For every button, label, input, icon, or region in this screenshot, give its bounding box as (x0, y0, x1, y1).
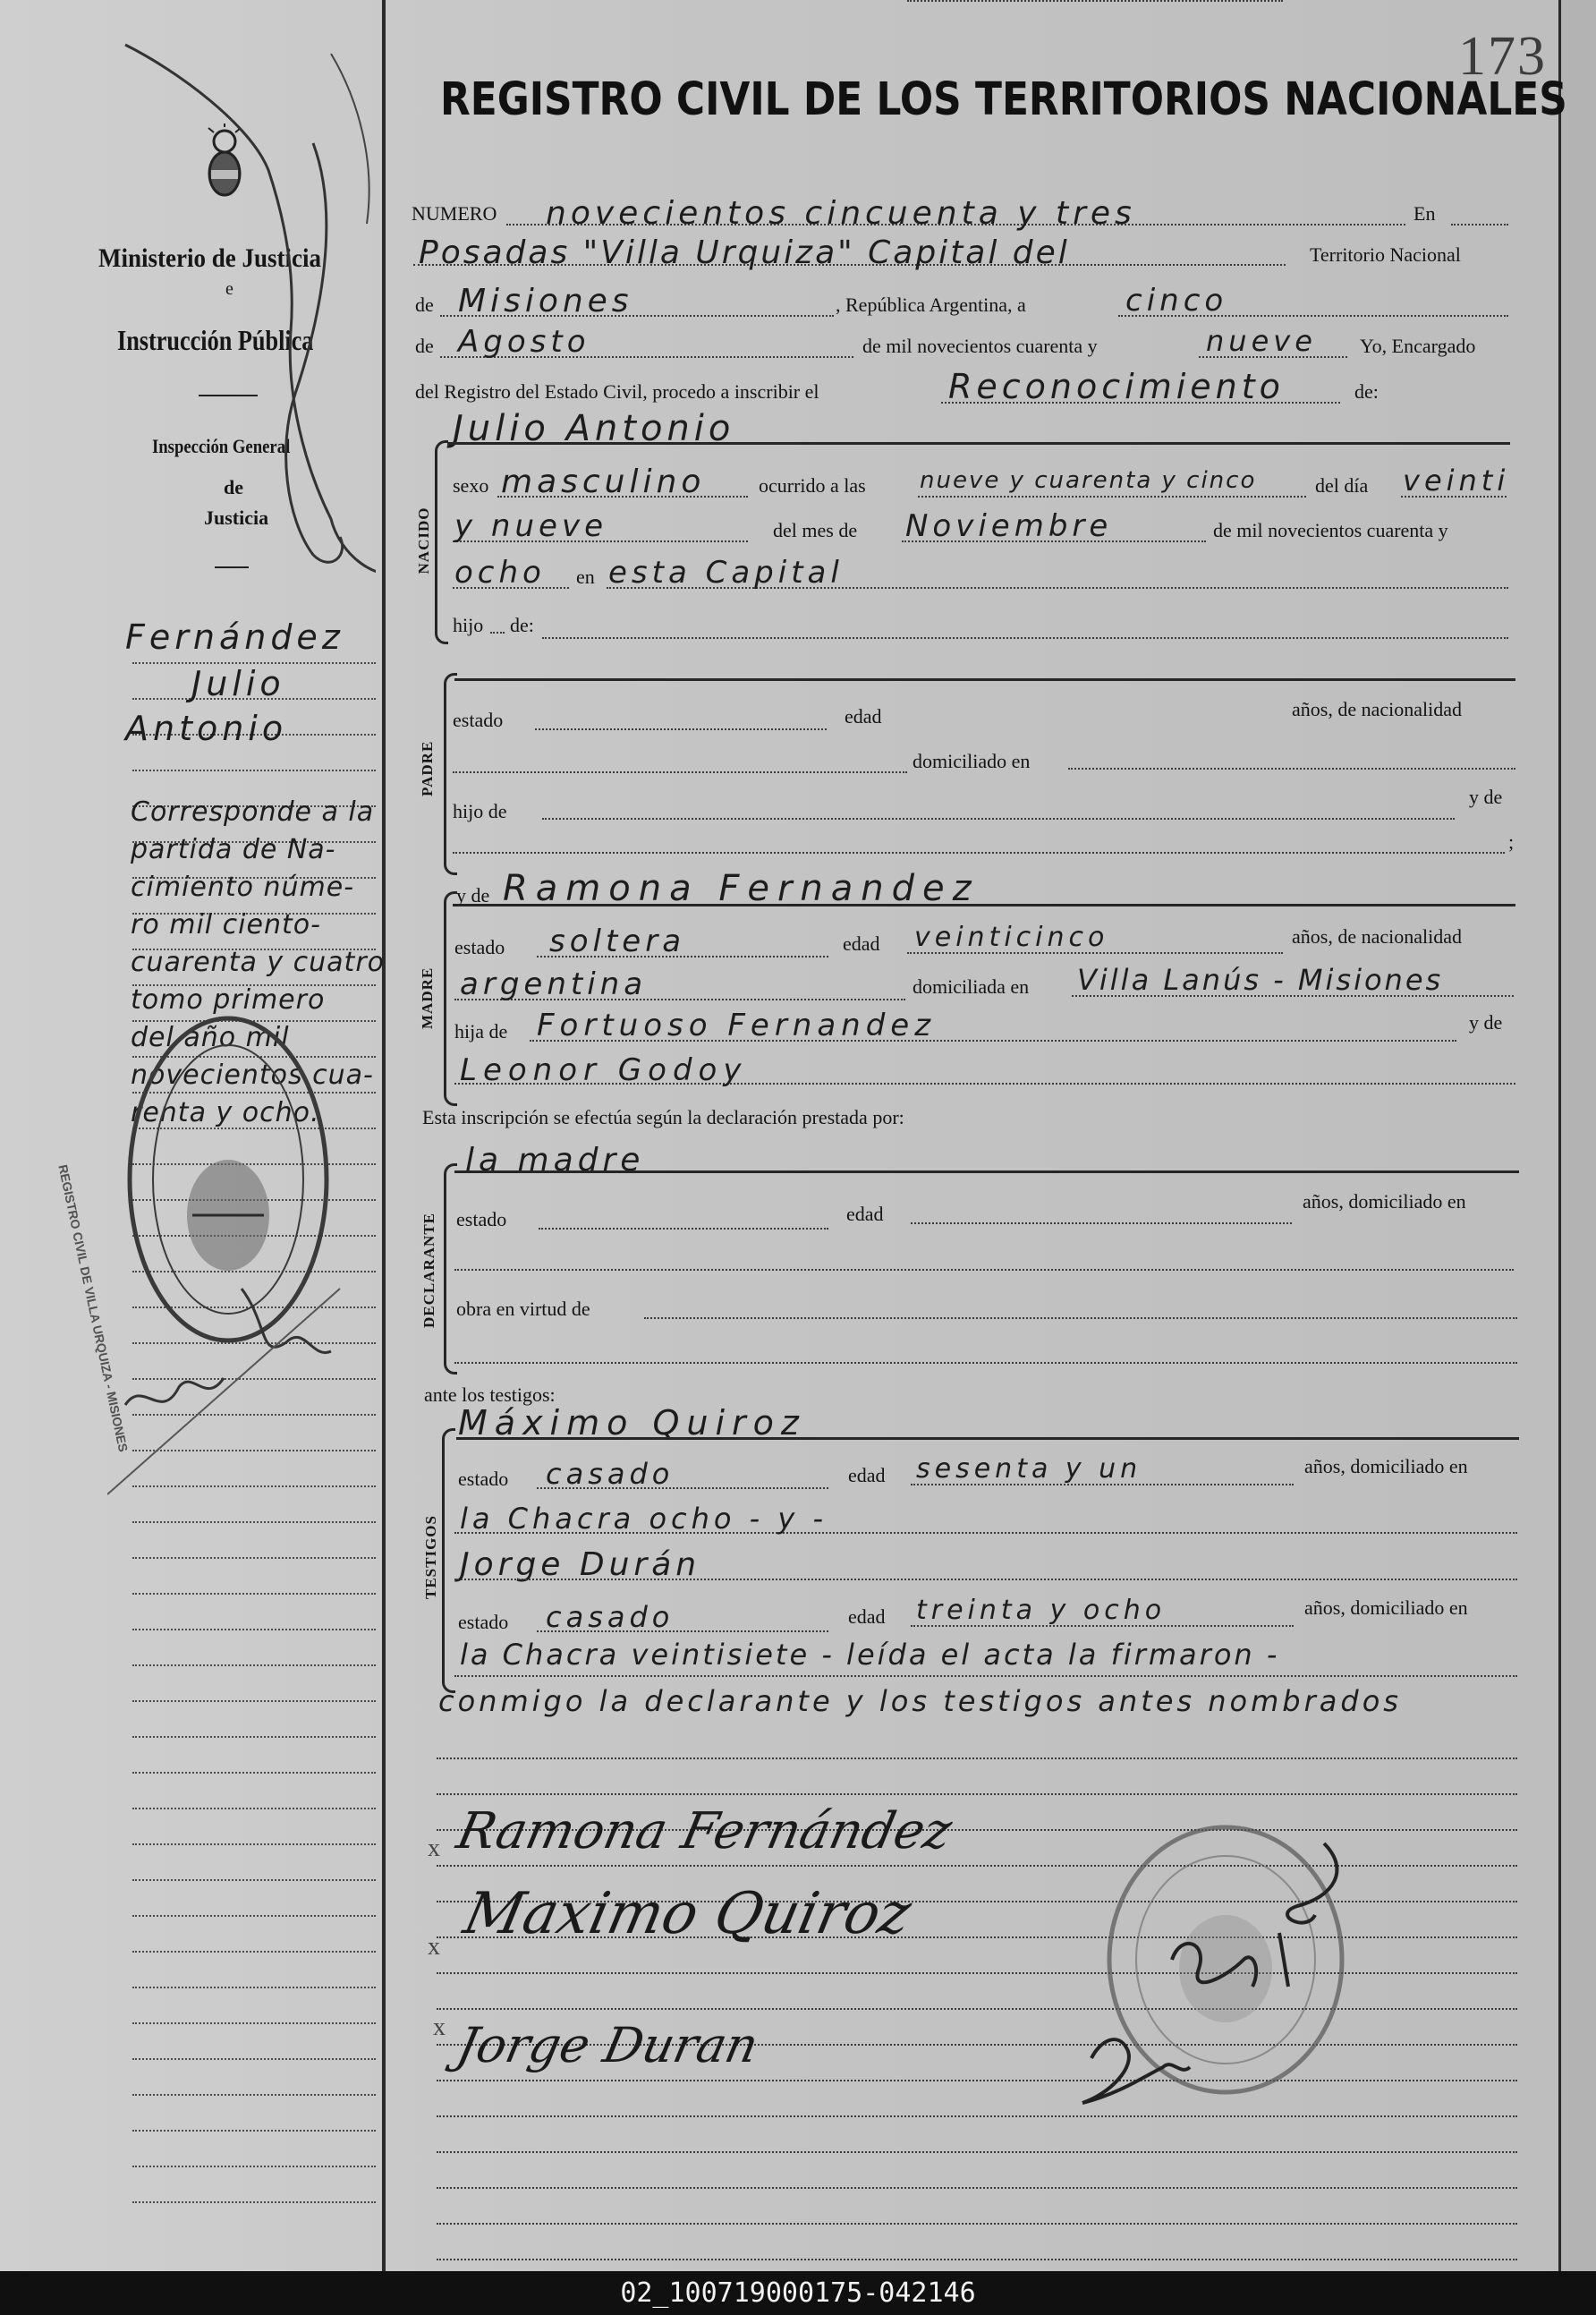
registrar-signature (1065, 1826, 1387, 2121)
margin-name-1: Julio (191, 664, 285, 703)
page-edge (1558, 0, 1596, 2271)
margin-note-line: ro mil ciento- (131, 909, 321, 940)
margin-rule (132, 1915, 376, 1917)
testigo-2-domicilio: la Chacra veintisiete - leída el acta la firmaron - (460, 1638, 1280, 1672)
anio-nacimiento-label: de mil novecientos cuarenta y (1213, 519, 1448, 541)
testigo-1-edad: sesenta y un (916, 1453, 1142, 1485)
section-testigos: TESTIGOS (422, 1515, 439, 1599)
nacido-nombre: Julio Antonio (453, 408, 735, 449)
padre-anios-label: años, de nacionalidad (1292, 698, 1462, 720)
numero-label: NUMERO (412, 202, 497, 225)
margin-rule (132, 1521, 376, 1523)
madre-estado-value: soltera (549, 923, 686, 959)
madre-edad-value: veinticinco (914, 922, 1109, 953)
de-label-2: de (415, 335, 434, 357)
sexo-value: masculino (501, 464, 706, 500)
signature-jorge-duran: Jorge Duran (452, 2017, 764, 2073)
madre-madre-value: Leonor Godoy (460, 1052, 748, 1088)
margin-rule (132, 2130, 376, 2132)
margin-rule (132, 1557, 376, 1559)
en-lugar-label: en (576, 566, 595, 588)
margin-rule (132, 2022, 376, 2024)
document-title: REGISTRO CIVIL DE LOS TERRITORIOS NACIONALES (440, 73, 1567, 126)
ministry-name: Ministerio de Justicia (98, 243, 321, 273)
mes-value: Agosto (458, 324, 590, 360)
padre-edad-label: edad (845, 705, 882, 728)
mes-label: del mes de (773, 519, 858, 541)
testigo-1-estado-label: estado (458, 1468, 509, 1490)
madre-domiciliada-label: domiciliada en (913, 975, 1030, 998)
page-number: 173 (1458, 26, 1547, 87)
margin-rule (132, 2166, 376, 2167)
padre-domiciliado-label: domiciliado en (913, 750, 1031, 772)
de-colon: de: (1354, 380, 1379, 403)
madre-edad-label: edad (843, 932, 880, 955)
madre-y-de: y de (1469, 1011, 1503, 1034)
madre-anios-label: años, de nacionalidad (1292, 925, 1462, 948)
testigo-1-edad-label: edad (848, 1464, 886, 1486)
margin-rule (132, 2201, 376, 2203)
territorio-label: Territorio Nacional (1310, 243, 1461, 266)
declarante-estado-label: estado (456, 1208, 507, 1230)
margin-note-line: cimiento núme- (131, 872, 355, 903)
sexo-label: sexo (453, 474, 489, 497)
ocurrido-label: ocurrido a las (759, 474, 866, 497)
inspection-line-2: de (224, 476, 243, 498)
madre-nacionalidad: argentina (460, 966, 648, 1002)
ministry-conjunction: e (225, 279, 233, 299)
ministry-name-2: Instrucción Pública (117, 324, 314, 356)
margin-note-line: renta y ocho. (131, 1097, 320, 1128)
margin-note-line: del año mil (131, 1022, 290, 1053)
declarante-obra-label: obra en virtud de (456, 1298, 590, 1320)
signature-rule (437, 2259, 1517, 2260)
testigos-label: ante los testigos: (424, 1383, 556, 1406)
padre-y-de: y de (1469, 786, 1503, 808)
inspection-line-3: Justicia (204, 506, 269, 529)
x-mark: x (433, 2013, 446, 2041)
section-declarante: DECLARANTE (420, 1212, 437, 1328)
margin-rule (132, 1593, 376, 1595)
testigo-2-anios-label: años, domiciliado en (1304, 1596, 1468, 1619)
margin-rule (132, 1879, 376, 1881)
margin-rule (132, 1736, 376, 1738)
lugar-nacimiento: esta Capital (608, 555, 844, 591)
section-nacido: NACIDO (415, 506, 432, 574)
madre-domicilio: Villa Lanús - Misiones (1077, 963, 1444, 997)
madre-nombre: Ramona Fernandez (503, 868, 980, 909)
margin-rule (132, 1700, 376, 1702)
inspection-line-1: Inspección General (152, 435, 291, 457)
margin-rule (132, 770, 376, 771)
margin-name-2: Antonio (125, 709, 288, 748)
declarante-nombre: la madre (465, 1142, 645, 1179)
margin-rule (132, 1772, 376, 1774)
signature-rule (437, 2151, 1517, 2153)
section-padre: PADRE (419, 740, 436, 796)
margin-rule (132, 2094, 376, 2096)
x-mark: x (428, 1933, 440, 1961)
margin-flourish (107, 18, 376, 591)
margin-note-line: cuarenta y cuatro (131, 947, 386, 978)
margin-rule (132, 1987, 376, 1988)
margin-note-line: partida de Na- (131, 834, 336, 865)
image-caption: 02_100719000175-042146 (0, 2271, 1596, 2315)
testigo-1-domicilio: la Chacra ocho - y - (460, 1502, 828, 1536)
hijo-label: hijo (453, 614, 484, 636)
hora-value: nueve y cuarenta y cinco (920, 467, 1257, 494)
margin-initials-signature (107, 1271, 376, 1503)
madre-padre-value: Fortuoso Fernandez (537, 1008, 937, 1043)
testigo-2-edad-label: edad (848, 1605, 886, 1628)
testigo-1-nombre: Máximo Quiroz (458, 1403, 806, 1443)
anio-label: de mil novecientos cuarenta y (862, 335, 1098, 357)
padre-semicolon: ; (1508, 830, 1515, 853)
testigo-1-anios-label: años, domiciliado en (1304, 1455, 1468, 1477)
declaracion-label: Esta inscripción se efectúa según la declaración prestada por: (422, 1106, 904, 1128)
margin-rule (132, 2058, 376, 2060)
testigo-1-estado: casado (546, 1457, 675, 1491)
signature-rule (437, 2223, 1517, 2225)
signature-rule (437, 1793, 1517, 1795)
declarante-anios-label: años, domiciliado en (1303, 1190, 1466, 1213)
margin-surname: Fernández (125, 617, 344, 657)
signature-maximo-quiroz: Maximo Quiroz (458, 1881, 917, 1947)
anio-nacimiento-value: ocho (454, 555, 546, 591)
anio-value: nueve (1206, 324, 1317, 358)
dia-value-1: veinti (1403, 464, 1510, 498)
republica-label: , República Argentina, a (836, 294, 1026, 316)
margin-rule (132, 1664, 376, 1666)
stamp-text: REGISTRO CIVIL DE VILLA URQUIZA - MISIONES (55, 1163, 132, 1453)
hijo-de-label: de: (510, 614, 534, 636)
margin-rule (132, 1843, 376, 1845)
signature-rule (437, 2187, 1517, 2189)
del-dia-label: del día (1315, 474, 1369, 497)
acto-value: Reconocimiento (948, 367, 1285, 406)
mes-nacimiento: Noviembre (905, 508, 1113, 544)
signature-ramona-fernandez: Ramona Fernández (452, 1802, 957, 1860)
section-madre: MADRE (419, 966, 436, 1029)
testigo-2-estado-label: estado (458, 1611, 509, 1633)
encargado-label: Yo, Encargado (1360, 335, 1476, 357)
numero-value: novecientos cincuenta y tres (546, 195, 1136, 232)
testigo-2-edad: treinta y ocho (916, 1595, 1167, 1626)
territorio-value: Misiones (458, 283, 633, 319)
madre-hija-label: hija de (454, 1020, 508, 1043)
registro-label: del Registro del Estado Civil, procedo a inscribir el (415, 380, 819, 403)
margin-note-line: tomo primero (131, 984, 326, 1016)
margin-rule (132, 1808, 376, 1809)
padre-hijo-label: hijo de (453, 800, 507, 822)
declarante-edad-label: edad (846, 1203, 884, 1225)
margin-divider (382, 0, 386, 2271)
testigo-2-nombre: Jorge Durán (460, 1546, 701, 1583)
margin-rule (132, 1629, 376, 1630)
x-mark: x (428, 1834, 440, 1862)
lugar-value: Posadas "Villa Urquiza" Capital del (419, 234, 1070, 271)
testigo-2-estado: casado (546, 1600, 675, 1634)
margin-note-line: novecientos cua- (131, 1060, 374, 1091)
margin-rule (132, 1951, 376, 1953)
acta-cierre: conmigo la declarante y los testigos antes nombrados (438, 1684, 1402, 1718)
dia-value-2: y nueve (454, 508, 607, 544)
margin-note-line: Corresponde a la (131, 796, 375, 828)
dia-value: cinco (1125, 283, 1228, 319)
signature-rule (437, 1758, 1517, 1759)
padre-estado-label: estado (453, 709, 504, 731)
de-label: de (415, 294, 434, 316)
madre-y-de-label: y de (456, 884, 490, 906)
madre-estado-label: estado (454, 936, 505, 958)
en-label: En (1413, 202, 1436, 225)
